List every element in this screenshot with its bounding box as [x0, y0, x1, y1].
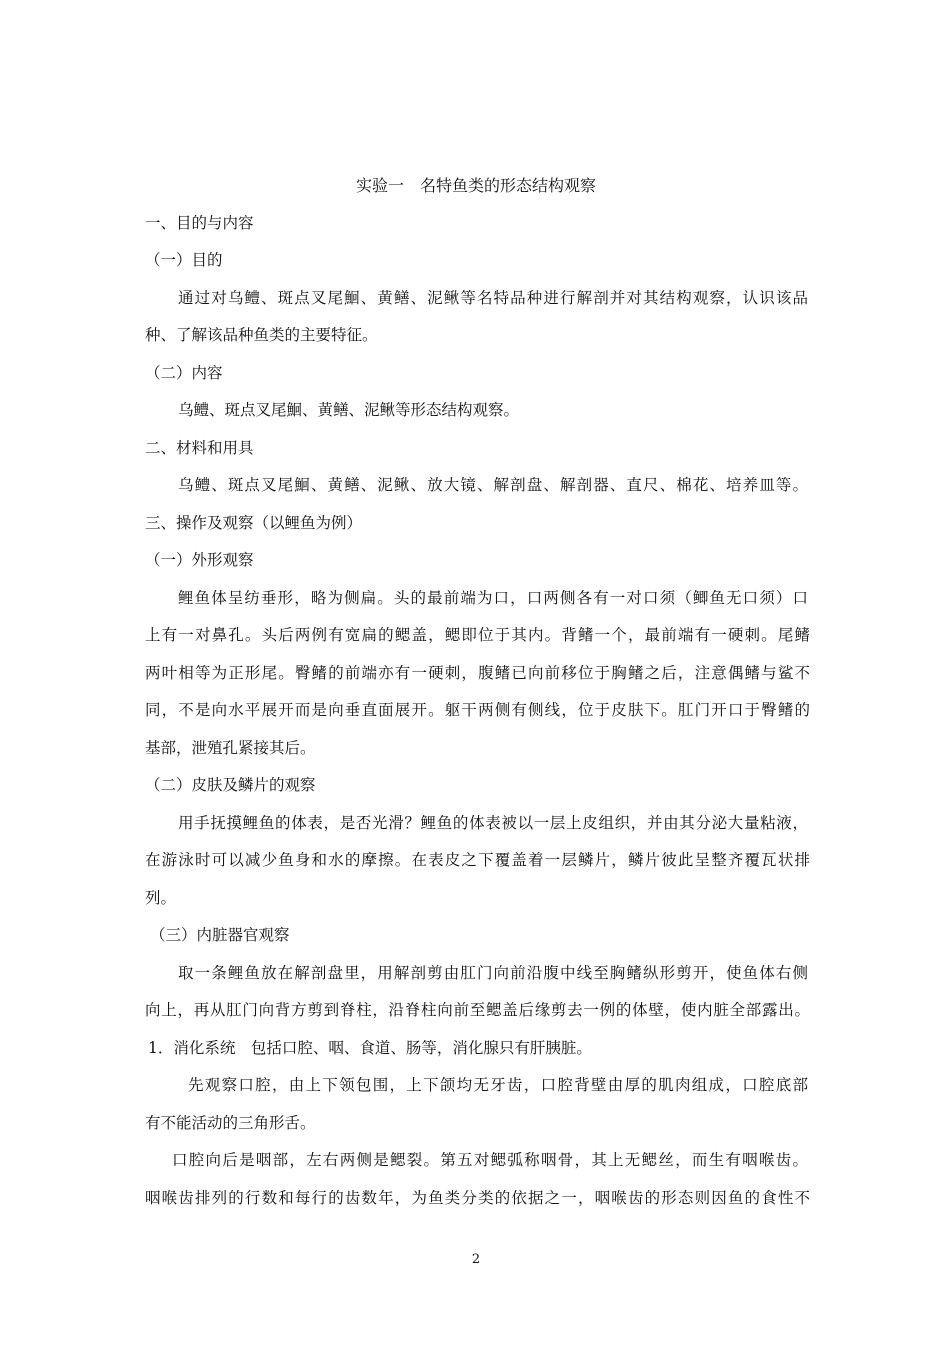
paragraph-line: 取一条鲤鱼放在解剖盘里，用解剖剪由肛门向前沿腹中线至胸鳍纵形剪开，使鱼体右侧 — [178, 964, 808, 982]
paragraph-line: 种、了解该品种鱼类的主要特征。 — [145, 326, 378, 344]
paragraph-line: 向上，再从肛门向背方剪到脊柱，沿脊柱向前至鳃盖后缘剪去一例的体壁，使内脏全部露出。 — [145, 1001, 810, 1019]
section-heading: 三、操作及观察（以鲤鱼为例） — [145, 514, 363, 532]
paragraph-line: 列。 — [145, 889, 177, 907]
paragraph-line: 咽喉齿排列的行数和每行的齿数年，为鱼类分类的依据之一，咽喉齿的形态则因鱼的食性不 — [145, 1189, 810, 1207]
paragraph-line: 用手抚摸鲤鱼的体表，是否光滑？鲤鱼的体表被以一层上皮组织，并由其分泌大量粘液， — [178, 814, 808, 832]
paragraph-line: 同，不是向水平展开而是向垂直面展开。躯干两侧有侧线，位于皮肤下。肛门开口于臀鳍的 — [145, 701, 810, 719]
subsection-heading: （三）内脏器官观察 — [150, 926, 290, 944]
paragraph-line: 在游泳时可以减少鱼身和水的摩擦。在表皮之下覆盖着一层鳞片，鳞片彼此呈整齐覆瓦状排 — [145, 851, 810, 869]
page-title: 实验一 名特鱼类的形态结构观察 — [355, 176, 596, 195]
subsection-heading: （二）内容 — [145, 364, 223, 382]
page-number: 2 — [471, 1252, 481, 1267]
paragraph-line: 基部，泄殖孔紧接其后。 — [145, 739, 316, 757]
numbered-item: 1．消化系统 包括口腔、咽、食道、肠等，消化腺只有肝胰脏。 — [148, 1039, 592, 1057]
subsection-heading: （二）皮肤及鳞片的观察 — [145, 776, 316, 794]
paragraph-line: 两叶相等为正形尾。臀鳍的前端亦有一硬刺，腹鳍已向前移位于胸鳍之后，注意偶鳍与鲨不 — [145, 664, 810, 682]
section-heading: 一、目的与内容 — [145, 214, 254, 232]
paragraph-line: 通过对乌鳢、斑点叉尾鮰、黄鳝、泥鳅等名特品种进行解剖并对其结构观察，认识该品 — [178, 289, 808, 307]
subsection-heading: （一）外形观察 — [145, 551, 254, 569]
paragraph-line: 先观察口腔，由上下领包围，上下颌均无牙齿，口腔背壁由厚的肌肉组成，口腔底部 — [188, 1076, 808, 1094]
paragraph-line: 乌鳢、斑点叉尾鮰、黄鳝、泥鳅、放大镜、解剖盘、解剖器、直尺、棉花、培养皿等。 — [178, 476, 808, 494]
paragraph-line: 乌鳢、斑点叉尾鮰、黄鳝、泥鳅等形态结构观察。 — [178, 401, 520, 419]
paragraph-line: 有不能活动的三角形舌。 — [145, 1114, 316, 1132]
paragraph-line: 鲤鱼体呈纺垂形，略为侧扁。头的最前端为口，口两侧各有一对口须（鲫鱼无口须）口 — [178, 589, 808, 607]
paragraph-line: 口腔向后是咽部，左右两侧是鳃裂。第五对鳃弧称咽骨，其上无鳃丝，而生有咽喉齿。 — [172, 1151, 808, 1169]
paragraph-line: 上有一对鼻孔。头后两例有宽扁的鳃盖，鳃即位于其内。背鳍一个，最前端有一硬刺。尾鳍 — [145, 626, 810, 644]
section-heading: 二、材料和用具 — [145, 439, 254, 457]
subsection-heading: （一）目的 — [145, 251, 223, 269]
